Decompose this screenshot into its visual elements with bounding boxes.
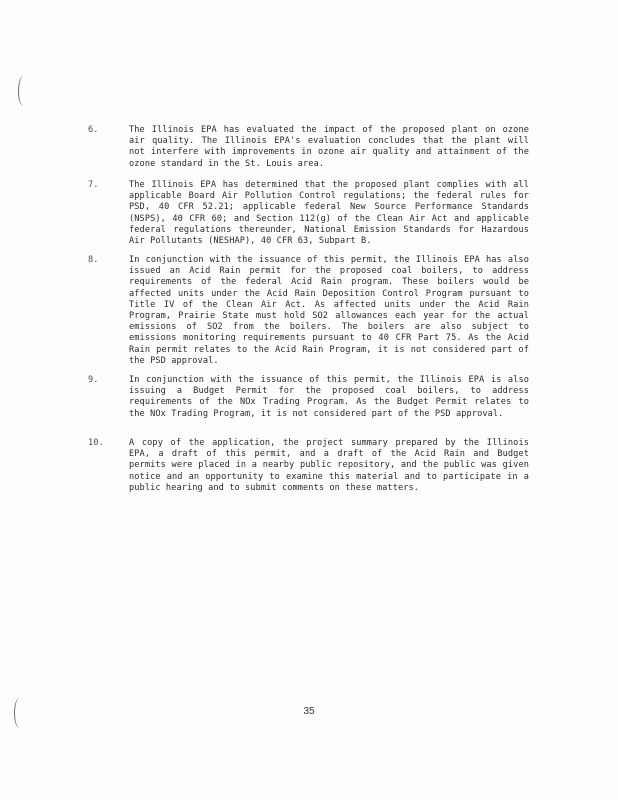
paragraph-number: 10.	[88, 438, 104, 448]
paragraph-text: The Illinois EPA has evaluated the impact of the proposed plant on ozone air quality. The Illinois EPA's evaluation concludes that the plant will not interfere with improvements in ozone air quality and attainment of the ozone standard in the St. Louis area.	[129, 125, 529, 169]
paragraph-text: In conjunction with the issuance of this permit, the Illinois EPA is also issuing a Budget Permit for the proposed coal boilers, to address requirements of the NOx Trading Program. As the Budget Permit relates to the NOx Trading Program, it is not considered part of the PSD approval.	[129, 375, 529, 419]
paragraph-text: The Illinois EPA has determined that the proposed plant complies with all applicable Board Air Pollution Control regulations; the federal rules for PSD, 40 CFR 52.21; applicable federal New Source Performance Standards (NSPS), 40 CFR 60; and Section 112(g) of the Clean Air Act and applicable federal regulations thereunder, National Emission Standards for Hazardous Air Pollutants (NESHAP), 40 CFR 63, Subpart B.	[129, 180, 529, 247]
binder-hole-mark-top	[18, 76, 29, 106]
page-number: 35	[303, 706, 315, 717]
paragraph-number: 8.	[88, 255, 99, 265]
paragraph-text: In conjunction with the issuance of this permit, the Illinois EPA has also issued an Acid Rain permit for the proposed coal boilers, to address requirements of the federal Acid Rain program. These boilers would be affected units under the Acid Rain Deposition Control Program pursuant to Title IV of the Clean Air Act. As affected units under the Acid Rain Program, Prairie State must hold SO2 allowances each year for the actual emissions of SO2 from the boilers. The boilers are also subject to emissions monitoring requirements pursuant to 40 CFR Part 75. As the Acid Rain permit relates to the Acid Rain Program, it is not considered part of the PSD approval.	[129, 255, 529, 366]
paragraph-number: 6.	[88, 125, 99, 135]
paragraph-number: 7.	[88, 180, 99, 190]
paragraph-number: 9.	[88, 375, 99, 385]
paragraph-text: A copy of the application, the project summary prepared by the Illinois EPA, a draft of this permit, and a draft of the Acid Rain and Budget permits were placed in a nearby public repository, and the public was given notice and an opportunity to examine this material and to participate in a public hearing and to submit comments on these matters.	[129, 438, 529, 493]
